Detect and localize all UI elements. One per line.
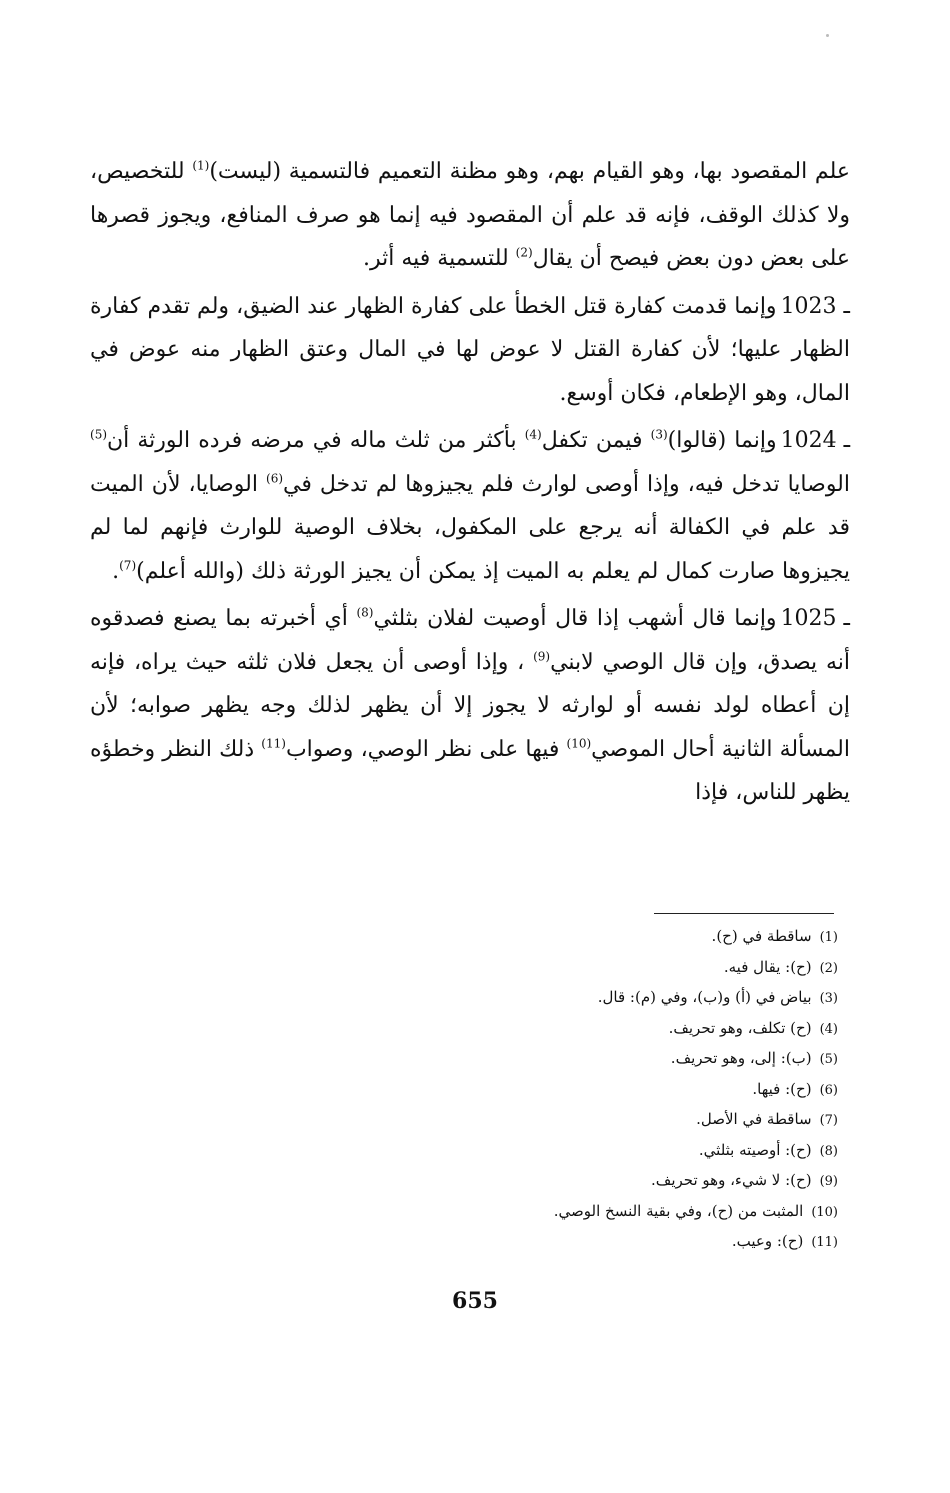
footnote-text: (ح): يقال فيه. (723, 957, 812, 976)
footnote-number: (4) (819, 1021, 838, 1037)
footnote-reference: (4) (524, 427, 542, 442)
paragraph-text: فيمن تكفل (541, 428, 651, 453)
footnote-separator-rule (654, 913, 834, 914)
footnote-text: بياض في (أ) و(ب)، وفي (م): قال. (597, 988, 812, 1006)
paragraph-text: أي أخبرته بما يصنع فصدقوه أنه يصدق، وإن قال الوصي لابني (90, 606, 851, 675)
continuation-paragraph (90, 150, 850, 281)
footnote-reference: (3) (650, 427, 668, 442)
footnote-text: المثبت من (ح)، وفي بقية النسخ الوصي. (553, 1201, 804, 1220)
footnote-item (338, 1166, 838, 1197)
paragraph-text: علم المقصود بها، وهو القيام بهم، وهو مظنة التعميم فالتسمية (ليست) (209, 159, 850, 184)
paragraph-text: وإنما قال أشهب إذا قال أوصيت لفلان بثلثي (373, 606, 777, 631)
footnote-item (338, 1227, 838, 1258)
footnote-reference: (11) (261, 736, 286, 751)
footnote-number: (9) (819, 1174, 838, 1189)
footnote-item (338, 1105, 838, 1136)
footnote-number: (5) (819, 1052, 838, 1067)
paragraph-text: وإنما (قالوا) (667, 428, 777, 453)
footnote-reference: (8) (356, 605, 374, 620)
footnote-reference: (2) (515, 245, 533, 260)
footnote-number: (2) (819, 960, 838, 976)
footnote-number: (11) (811, 1235, 838, 1250)
footnote-item (338, 983, 838, 1014)
footnote-number: (8) (819, 1143, 838, 1159)
footnote-item (338, 1044, 838, 1075)
footnote-text: ساقطة في (ح). (711, 927, 812, 945)
footnotes-list (338, 922, 838, 1258)
paragraph-text: للتسمية فيه أثر. (362, 246, 516, 271)
paragraph-text: ، وإذا أوصى أن يجعل فلان ثلثه حيث يراه، فإنه إن أعطاه لولد نفسه أو لوارثه لا يجوز إلا أن يظهر لذلك وجه يظهر صوابه؛ لأن المسألة الثانية أحال الموصي (90, 649, 850, 762)
footnote-text: ساقطة في الأصل. (696, 1110, 812, 1128)
footnote-text: (ح): لا شيء، وهو تحريف. (651, 1171, 812, 1189)
paragraph-text: . (112, 558, 120, 584)
footnote-number: (10) (811, 1204, 838, 1220)
footnote-reference: (9) (533, 649, 551, 664)
footnote-reference: (7) (119, 558, 137, 573)
footnote-text: (ح) تكلف، وهو تحريف. (668, 1018, 812, 1037)
footnote-reference: (5) (90, 427, 108, 442)
paragraph-text: الوصايا، لأن الميت قد علم في الكفالة أنه يرجع على المكفول، بخلاف الوصية للوارث فإنهم لما لم يجيزوها صارت كمال لم يعلم به الميت إذ يمكن أن يجيز الورثة ذلك (والله أعلم) (90, 471, 850, 584)
scan-speck (826, 34, 829, 37)
footnote-number: (6) (819, 1082, 838, 1098)
footnote-number: (7) (819, 1113, 838, 1128)
numbered-paragraph (90, 597, 850, 815)
footnote-reference: (6) (266, 471, 284, 486)
paragraph-number: 1023 ـ (780, 293, 850, 319)
paragraph-number: 1025 ـ (780, 606, 850, 631)
footnote-text: (ح): فيها. (752, 1079, 812, 1098)
footnote-item (338, 1014, 838, 1045)
paragraph-text: فيها على نظر الوصي، وصواب (285, 736, 567, 762)
numbered-paragraph (90, 285, 850, 416)
main-body-text (90, 150, 850, 819)
paragraph-text: للتخصيص، ولا كذلك الوقف، فإنه قد علم أن المقصود فيه إنما هو صرف المنافع، ويجوز قصرها على بعض دون بعض فيصح أن يقال (90, 159, 850, 271)
footnote-text: (ب): إلى، وهو تحريف. (670, 1049, 812, 1067)
footnote-item (338, 1136, 838, 1167)
paragraph-text: الوصايا تدخل فيه، وإذا أوصى لوارث فلم يجيزوها لم تدخل في (283, 471, 850, 497)
footnote-reference: (10) (566, 736, 592, 751)
paragraph-number: 1024 ـ (780, 428, 851, 453)
paragraph-text: بأكثر من ثلث ماله في مرضه فرده الورثة أن (107, 428, 525, 453)
footnote-item (338, 953, 838, 984)
numbered-paragraph (90, 419, 850, 593)
footnote-text: (ح): أوصيته بثلثي. (698, 1140, 812, 1159)
footnote-item (338, 1075, 838, 1106)
footnote-item (338, 1197, 838, 1228)
footnote-reference: (1) (192, 158, 210, 173)
footnote-text: (ح): وعيب. (731, 1232, 804, 1250)
paragraph-text: ذلك النظر وخطؤه يظهر للناس، فإذا (90, 736, 850, 805)
paragraph-text: وإنما قدمت كفارة قتل الخطأ على كفارة الظهار عند الضيق، ولم تقدم كفارة الظهار عليها؛ لأن كفارة القتل لا عوض لها في المال وعتق الظهار منه عوض في المال، وهو الإطعام، فكان أوسع. (90, 293, 850, 406)
footnote-number: (3) (819, 991, 838, 1006)
footnote-item (338, 922, 838, 953)
page-number: 655 (452, 1288, 498, 1314)
footnote-number: (1) (819, 930, 838, 945)
